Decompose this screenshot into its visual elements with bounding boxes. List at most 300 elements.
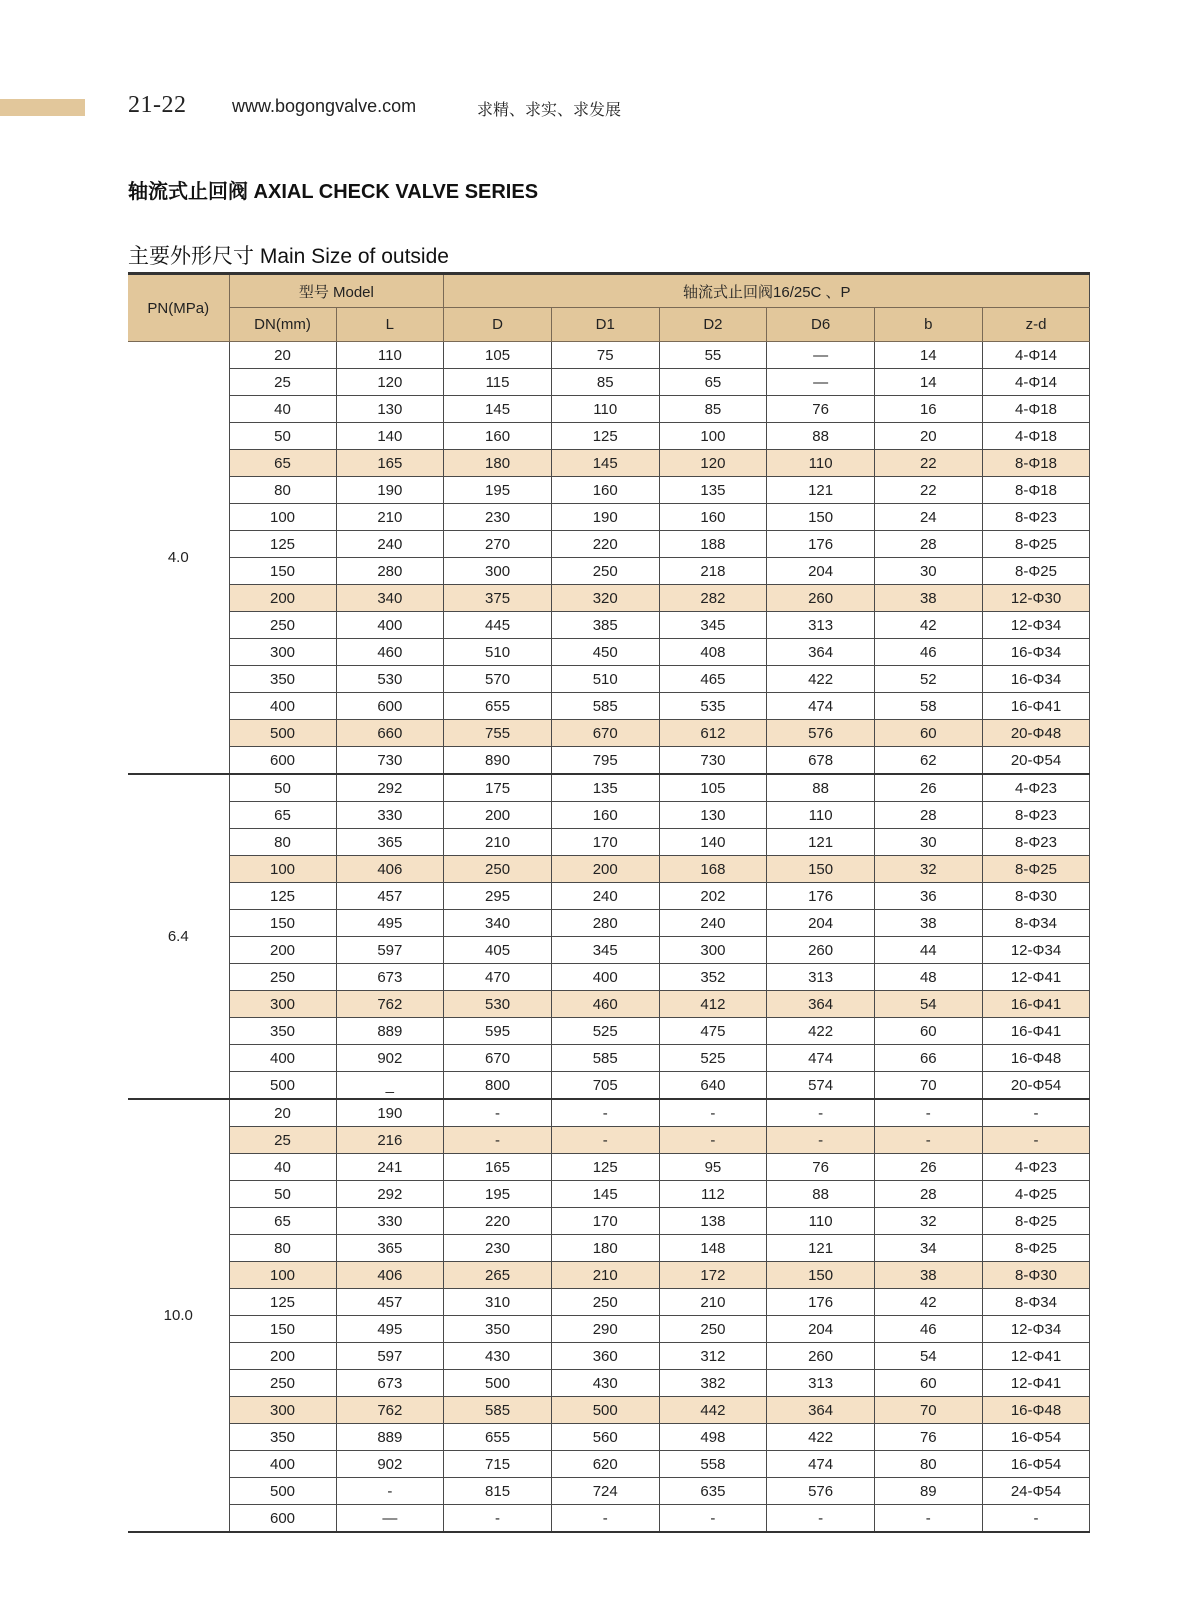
table-row (128, 693, 1090, 720)
cell-d1: 180 (551, 1235, 659, 1262)
cell-dn: 125 (229, 531, 336, 558)
table-row (128, 369, 1090, 396)
cell-l: 340 (336, 585, 444, 612)
cell-zd: 4-Φ18 (982, 423, 1090, 450)
table-row (128, 558, 1090, 585)
cell-zd: 8-Φ34 (982, 1289, 1090, 1316)
cell-d2: 112 (659, 1181, 767, 1208)
cell-l: 190 (336, 1099, 444, 1127)
dimensions-table-container (128, 272, 1090, 1533)
cell-d: 160 (444, 423, 552, 450)
cell-d: 375 (444, 585, 552, 612)
cell-b: 14 (874, 369, 982, 396)
cell-d2: 408 (659, 639, 767, 666)
cell-b: 62 (874, 747, 982, 775)
cell-d1: 400 (551, 964, 659, 991)
table-row (128, 829, 1090, 856)
cell-zd: 12-Φ34 (982, 1316, 1090, 1343)
cell-d2: 65 (659, 369, 767, 396)
cell-b: 70 (874, 1397, 982, 1424)
cell-d2: 160 (659, 504, 767, 531)
cell-d1: 724 (551, 1478, 659, 1505)
cell-d6: 76 (767, 1154, 875, 1181)
cell-d6: 313 (767, 1370, 875, 1397)
cell-d2: 210 (659, 1289, 767, 1316)
cell-d6: 150 (767, 856, 875, 883)
cell-b: 46 (874, 639, 982, 666)
table-row (128, 1451, 1090, 1478)
cell-dn: 125 (229, 1289, 336, 1316)
cell-dn: 100 (229, 856, 336, 883)
cell-d2: 535 (659, 693, 767, 720)
cell-d2: 475 (659, 1018, 767, 1045)
cell-zd: 24-Φ54 (982, 1478, 1090, 1505)
cell-zd: 16-Φ48 (982, 1045, 1090, 1072)
cell-b: 34 (874, 1235, 982, 1262)
table-row (128, 342, 1090, 369)
cell-b: 46 (874, 1316, 982, 1343)
cell-l: 292 (336, 1181, 444, 1208)
cell-d1: 620 (551, 1451, 659, 1478)
cell-zd: 12-Φ34 (982, 612, 1090, 639)
table-row (128, 1343, 1090, 1370)
cell-zd: 8-Φ30 (982, 1262, 1090, 1289)
cell-d6: 260 (767, 585, 875, 612)
col-header-d1: D1 (551, 308, 659, 342)
cell-d1: - (551, 1127, 659, 1154)
cell-d1: 135 (551, 774, 659, 802)
cell-l: 597 (336, 937, 444, 964)
cell-b: 52 (874, 666, 982, 693)
cell-d6: 474 (767, 1045, 875, 1072)
cell-b: - (874, 1505, 982, 1533)
table-row (128, 937, 1090, 964)
table-row (128, 1099, 1090, 1127)
cell-d: 445 (444, 612, 552, 639)
cell-b: 28 (874, 1181, 982, 1208)
cell-d1: 560 (551, 1424, 659, 1451)
cell-d1: 110 (551, 396, 659, 423)
cell-l: 530 (336, 666, 444, 693)
cell-dn: 350 (229, 666, 336, 693)
cell-zd: 8-Φ23 (982, 829, 1090, 856)
cell-d2: 635 (659, 1478, 767, 1505)
cell-b: 36 (874, 883, 982, 910)
table-row (128, 1208, 1090, 1235)
cell-dn: 400 (229, 1451, 336, 1478)
cell-zd: 8-Φ23 (982, 802, 1090, 829)
cell-d1: 170 (551, 1208, 659, 1235)
cell-zd: 16-Φ54 (982, 1451, 1090, 1478)
cell-l: 330 (336, 802, 444, 829)
cell-d2: 352 (659, 964, 767, 991)
cell-b: 28 (874, 802, 982, 829)
col-header-d: D (444, 308, 552, 342)
cell-d2: - (659, 1127, 767, 1154)
cell-zd: 8-Φ18 (982, 477, 1090, 504)
cell-l: 130 (336, 396, 444, 423)
cell-d6: 204 (767, 910, 875, 937)
cell-d1: 500 (551, 1397, 659, 1424)
cell-l: 457 (336, 883, 444, 910)
cell-d6: 204 (767, 1316, 875, 1343)
cell-d2: 558 (659, 1451, 767, 1478)
cell-l: 457 (336, 1289, 444, 1316)
cell-b: 70 (874, 1072, 982, 1100)
cell-d2: 345 (659, 612, 767, 639)
cell-l: 495 (336, 1316, 444, 1343)
cell-d: 570 (444, 666, 552, 693)
cell-d1: 85 (551, 369, 659, 396)
cell-d2: 498 (659, 1424, 767, 1451)
cell-zd: 12-Φ30 (982, 585, 1090, 612)
cell-d6: 121 (767, 829, 875, 856)
cell-d1: 250 (551, 1289, 659, 1316)
cell-d6: 176 (767, 1289, 875, 1316)
cell-zd: 4-Φ14 (982, 369, 1090, 396)
cell-dn: 250 (229, 612, 336, 639)
cell-l: - (336, 1478, 444, 1505)
cell-d1: 510 (551, 666, 659, 693)
cell-dn: 150 (229, 558, 336, 585)
cell-zd: 8-Φ25 (982, 531, 1090, 558)
cell-d2: 525 (659, 1045, 767, 1072)
cell-zd: 8-Φ18 (982, 450, 1090, 477)
cell-zd: 8-Φ23 (982, 504, 1090, 531)
table-row (128, 612, 1090, 639)
cell-d6: 474 (767, 1451, 875, 1478)
cell-zd: 20-Φ48 (982, 720, 1090, 747)
cell-l: — (336, 1505, 444, 1533)
cell-dn: 300 (229, 1397, 336, 1424)
cell-b: 60 (874, 720, 982, 747)
cell-d2: 202 (659, 883, 767, 910)
cell-d: - (444, 1505, 552, 1533)
cell-d1: - (551, 1505, 659, 1533)
cell-zd: 8-Φ25 (982, 856, 1090, 883)
col-header-d6: D6 (767, 308, 875, 342)
cell-d: 500 (444, 1370, 552, 1397)
cell-zd: 8-Φ25 (982, 558, 1090, 585)
cell-zd: 8-Φ34 (982, 910, 1090, 937)
series-title: 轴流式止回阀 AXIAL CHECK VALVE SERIES (128, 181, 539, 203)
cell-b: 14 (874, 342, 982, 369)
cell-l: 406 (336, 856, 444, 883)
cell-d: 210 (444, 829, 552, 856)
cell-zd: 12-Φ41 (982, 1343, 1090, 1370)
cell-b: 26 (874, 1154, 982, 1181)
cell-zd: 8-Φ25 (982, 1235, 1090, 1262)
cell-d6: 576 (767, 1478, 875, 1505)
cell-l: 660 (336, 720, 444, 747)
table-row (128, 1045, 1090, 1072)
cell-d1: 200 (551, 856, 659, 883)
cell-l: 673 (336, 964, 444, 991)
cell-d1: 670 (551, 720, 659, 747)
cell-zd: 8-Φ30 (982, 883, 1090, 910)
cell-dn: 150 (229, 1316, 336, 1343)
cell-d1: 240 (551, 883, 659, 910)
cell-l: 110 (336, 342, 444, 369)
cell-l: _ (336, 1072, 444, 1100)
cell-d2: 312 (659, 1343, 767, 1370)
section-title: 主要外形尺寸 Main Size of outside (128, 245, 449, 268)
cell-d2: 300 (659, 937, 767, 964)
cell-d: 265 (444, 1262, 552, 1289)
cell-d2: 218 (659, 558, 767, 585)
cell-d2: 148 (659, 1235, 767, 1262)
cell-l: 597 (336, 1343, 444, 1370)
cell-d: 180 (444, 450, 552, 477)
cell-d1: 585 (551, 1045, 659, 1072)
cell-b: 48 (874, 964, 982, 991)
cell-d6: 364 (767, 1397, 875, 1424)
table-row (128, 1018, 1090, 1045)
table-row (128, 1235, 1090, 1262)
cell-l: 140 (336, 423, 444, 450)
cell-b: 20 (874, 423, 982, 450)
cell-dn: 100 (229, 504, 336, 531)
table-row (128, 585, 1090, 612)
col-header-dn: DN(mm) (229, 308, 336, 342)
cell-d1: 210 (551, 1262, 659, 1289)
cell-d1: 360 (551, 1343, 659, 1370)
cell-l: 762 (336, 1397, 444, 1424)
page-number: 21-22 (128, 92, 187, 118)
cell-dn: 500 (229, 1478, 336, 1505)
cell-d: 655 (444, 1424, 552, 1451)
cell-dn: 250 (229, 1370, 336, 1397)
cell-d: 800 (444, 1072, 552, 1100)
cell-l: 762 (336, 991, 444, 1018)
table-row (128, 1127, 1090, 1154)
cell-dn: 600 (229, 1505, 336, 1533)
cell-d6: 88 (767, 1181, 875, 1208)
cell-b: 60 (874, 1370, 982, 1397)
cell-zd: 4-Φ14 (982, 342, 1090, 369)
cell-d6: 364 (767, 639, 875, 666)
cell-d1: 160 (551, 477, 659, 504)
cell-d2: 412 (659, 991, 767, 1018)
cell-dn: 20 (229, 342, 336, 369)
cell-dn: 40 (229, 1154, 336, 1181)
dimensions-table (128, 272, 1090, 1533)
cell-d6: 150 (767, 1262, 875, 1289)
cell-d: 510 (444, 639, 552, 666)
pn-group (128, 342, 1090, 775)
cell-d1: 585 (551, 693, 659, 720)
cell-dn: 200 (229, 937, 336, 964)
cell-b: 22 (874, 450, 982, 477)
cell-d: 195 (444, 1181, 552, 1208)
cell-d: 470 (444, 964, 552, 991)
cell-dn: 100 (229, 1262, 336, 1289)
cell-d2: 100 (659, 423, 767, 450)
cell-zd: 16-Φ34 (982, 666, 1090, 693)
pn-group (128, 1099, 1090, 1532)
cell-zd: 20-Φ54 (982, 747, 1090, 775)
cell-l: 120 (336, 369, 444, 396)
cell-b: 38 (874, 910, 982, 937)
cell-d6: — (767, 369, 875, 396)
cell-d2: - (659, 1099, 767, 1127)
cell-l: 673 (336, 1370, 444, 1397)
cell-b: 42 (874, 1289, 982, 1316)
pn-value: 10.0 (128, 1099, 229, 1532)
cell-d: 105 (444, 342, 552, 369)
table-row (128, 883, 1090, 910)
model-value-header: 轴流式止回阀16/25C 、P (444, 274, 1090, 308)
cell-d6: 204 (767, 558, 875, 585)
table-row (128, 856, 1090, 883)
cell-zd: 4-Φ25 (982, 1181, 1090, 1208)
cell-d: 430 (444, 1343, 552, 1370)
cell-l: 889 (336, 1424, 444, 1451)
cell-d6: 574 (767, 1072, 875, 1100)
cell-dn: 200 (229, 585, 336, 612)
cell-d2: 172 (659, 1262, 767, 1289)
cell-dn: 25 (229, 1127, 336, 1154)
cell-d: 585 (444, 1397, 552, 1424)
table-row (128, 1397, 1090, 1424)
pn-value: 6.4 (128, 774, 229, 1099)
cell-d2: - (659, 1505, 767, 1533)
cell-d2: 130 (659, 802, 767, 829)
cell-d: 655 (444, 693, 552, 720)
cell-d6: 110 (767, 1208, 875, 1235)
cell-b: 44 (874, 937, 982, 964)
cell-b: 76 (874, 1424, 982, 1451)
cell-d: - (444, 1099, 552, 1127)
pn-header: PN(MPa) (128, 274, 229, 342)
cell-zd: - (982, 1127, 1090, 1154)
cell-d6: - (767, 1127, 875, 1154)
pn-group (128, 774, 1090, 1099)
cell-zd: 8-Φ25 (982, 1208, 1090, 1235)
cell-d2: 168 (659, 856, 767, 883)
cell-d2: 282 (659, 585, 767, 612)
cell-l: 190 (336, 477, 444, 504)
cell-d1: 385 (551, 612, 659, 639)
cell-d1: - (551, 1099, 659, 1127)
cell-d: 890 (444, 747, 552, 775)
cell-dn: 250 (229, 964, 336, 991)
cell-b: 26 (874, 774, 982, 802)
table-row (128, 774, 1090, 802)
cell-zd: 12-Φ34 (982, 937, 1090, 964)
cell-zd: 4-Φ23 (982, 774, 1090, 802)
cell-d1: 345 (551, 937, 659, 964)
cell-l: 902 (336, 1451, 444, 1478)
cell-zd: 12-Φ41 (982, 1370, 1090, 1397)
cell-d2: 55 (659, 342, 767, 369)
cell-zd: 16-Φ48 (982, 1397, 1090, 1424)
cell-zd: - (982, 1505, 1090, 1533)
table-row (128, 1289, 1090, 1316)
table-row (128, 666, 1090, 693)
cell-l: 889 (336, 1018, 444, 1045)
cell-zd: - (982, 1099, 1090, 1127)
table-row (128, 396, 1090, 423)
cell-d1: 320 (551, 585, 659, 612)
cell-l: 400 (336, 612, 444, 639)
table-row (128, 910, 1090, 937)
cell-b: 54 (874, 991, 982, 1018)
cell-d2: 612 (659, 720, 767, 747)
cell-dn: 65 (229, 450, 336, 477)
cell-d1: 795 (551, 747, 659, 775)
table-row (128, 1370, 1090, 1397)
cell-b: - (874, 1127, 982, 1154)
cell-l: 902 (336, 1045, 444, 1072)
cell-l: 730 (336, 747, 444, 775)
cell-d6: 88 (767, 423, 875, 450)
cell-d: 250 (444, 856, 552, 883)
cell-d6: - (767, 1099, 875, 1127)
cell-zd: 12-Φ41 (982, 964, 1090, 991)
cell-d: 195 (444, 477, 552, 504)
cell-d6: 150 (767, 504, 875, 531)
cell-d: 145 (444, 396, 552, 423)
cell-d: 815 (444, 1478, 552, 1505)
cell-d: 220 (444, 1208, 552, 1235)
cell-d2: 135 (659, 477, 767, 504)
cell-b: 24 (874, 504, 982, 531)
cell-zd: 20-Φ54 (982, 1072, 1090, 1100)
cell-dn: 125 (229, 883, 336, 910)
cell-d2: 465 (659, 666, 767, 693)
cell-l: 292 (336, 774, 444, 802)
table-row (128, 1316, 1090, 1343)
cell-d2: 120 (659, 450, 767, 477)
cell-dn: 50 (229, 1181, 336, 1208)
cell-dn: 50 (229, 423, 336, 450)
cell-d6: 678 (767, 747, 875, 775)
cell-l: 495 (336, 910, 444, 937)
header-slogan: 求精、求实、求发展 (477, 102, 622, 119)
cell-d2: 188 (659, 531, 767, 558)
cell-dn: 50 (229, 774, 336, 802)
cell-b: 30 (874, 829, 982, 856)
cell-d: 670 (444, 1045, 552, 1072)
table-row (128, 639, 1090, 666)
cell-l: 165 (336, 450, 444, 477)
cell-zd: 4-Φ23 (982, 1154, 1090, 1181)
table-row (128, 964, 1090, 991)
cell-d: 230 (444, 1235, 552, 1262)
cell-dn: 80 (229, 829, 336, 856)
cell-l: 600 (336, 693, 444, 720)
cell-d1: 450 (551, 639, 659, 666)
cell-b: 89 (874, 1478, 982, 1505)
table-row (128, 1424, 1090, 1451)
cell-d1: 705 (551, 1072, 659, 1100)
cell-dn: 25 (229, 369, 336, 396)
table-row (128, 1262, 1090, 1289)
cell-dn: 300 (229, 639, 336, 666)
cell-b: 66 (874, 1045, 982, 1072)
cell-b: - (874, 1099, 982, 1127)
table-row (128, 504, 1090, 531)
cell-d: 340 (444, 910, 552, 937)
cell-d6: 110 (767, 802, 875, 829)
cell-dn: 500 (229, 1072, 336, 1100)
cell-d2: 105 (659, 774, 767, 802)
cell-d6: 176 (767, 883, 875, 910)
cell-b: 80 (874, 1451, 982, 1478)
cell-l: 241 (336, 1154, 444, 1181)
cell-d6: 576 (767, 720, 875, 747)
